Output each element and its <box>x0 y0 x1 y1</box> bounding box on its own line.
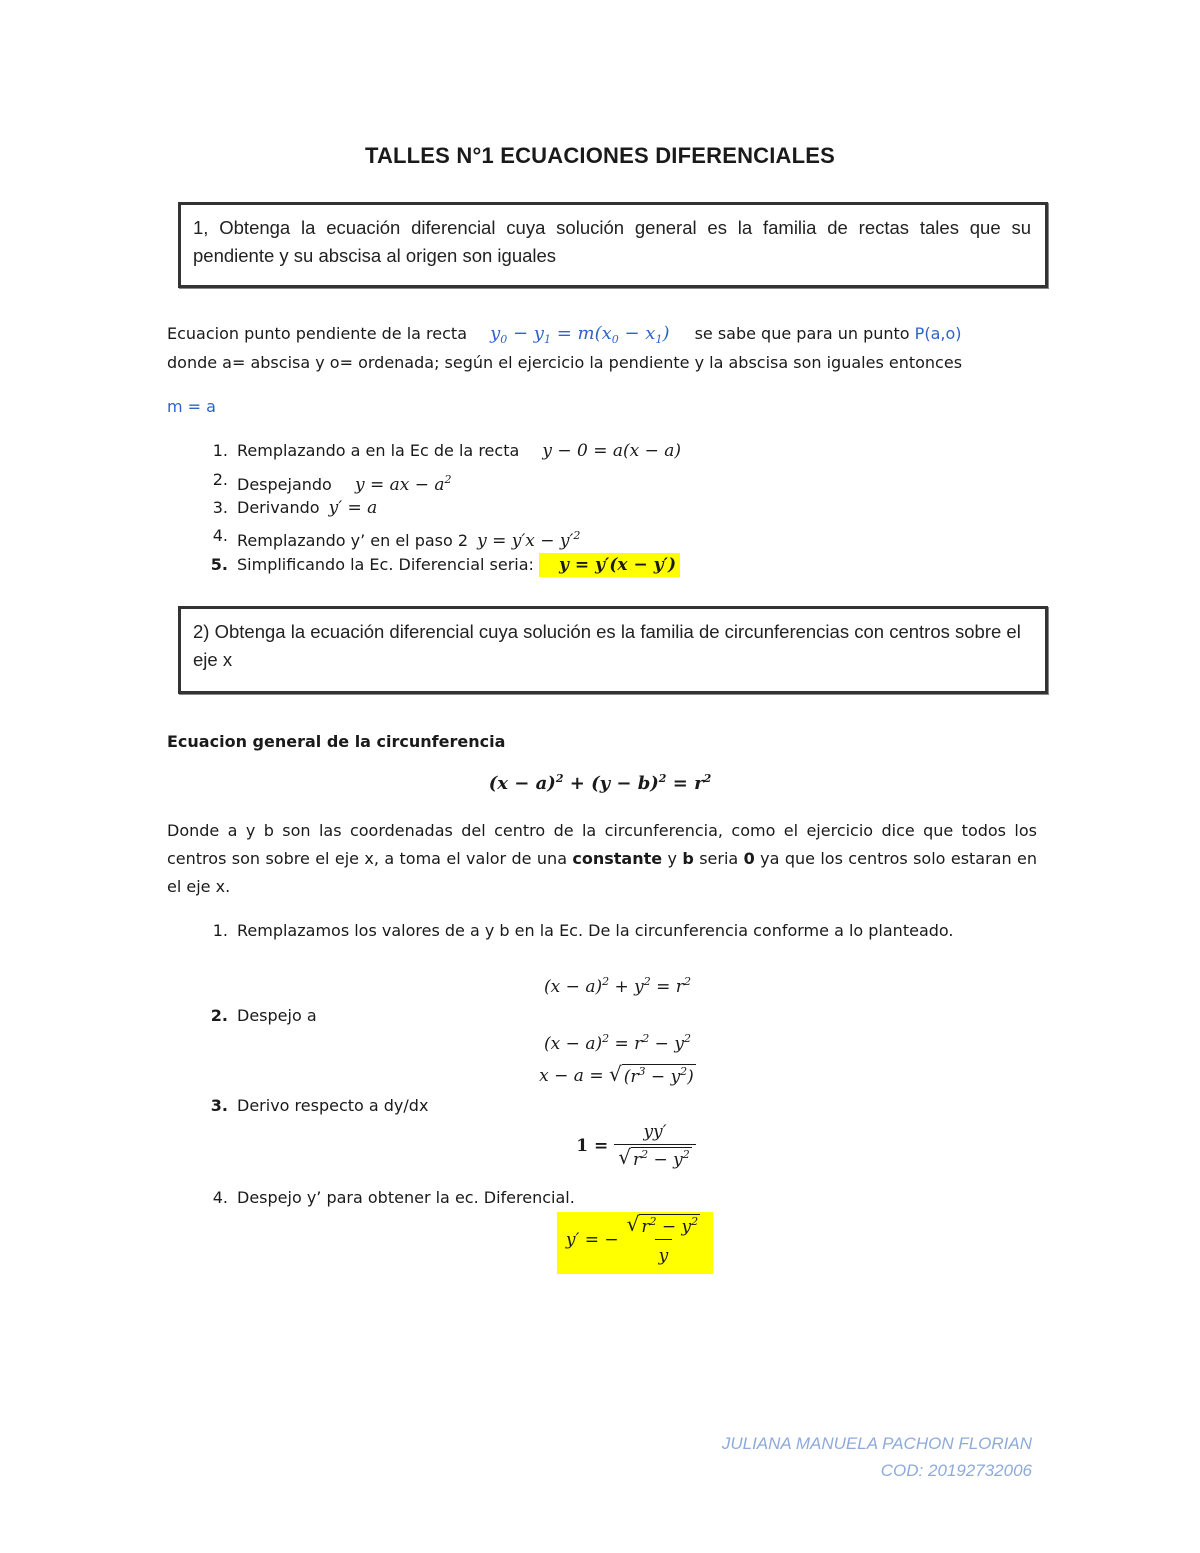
step2-4 <box>200 1184 1080 1212</box>
step-text: Remplazando y’ en el paso 2 <box>237 531 469 550</box>
step-number: 4. <box>212 1188 228 1207</box>
footer-student-code: COD: 20192732006 <box>880 1461 1032 1480</box>
point-label: P(a,o) <box>914 324 962 343</box>
point-slope-equation: $y_0 - y_1 = m(x_0 - x_1)$ <box>490 323 670 346</box>
step-number: 3. <box>212 498 228 517</box>
step1-1 <box>200 437 1080 465</box>
explanation-paragraph: Donde a y b son las coordenadas del centro de la circunferencia, como el ejercicio dice que todos los centros son sobre el eje x, a toma el valor de una constante y b seria 0 ya que los centros solo estaran en el eje x. <box>167 821 1038 896</box>
step-number: 1. <box>212 921 228 940</box>
footer-author-name: JULIANA MANUELA PACHON FLORIAN <box>721 1434 1032 1453</box>
result-equation-highlighted: y = y′(x − y′) <box>539 553 680 577</box>
step-text: Despejo a <box>237 1006 317 1025</box>
circle-heading: Ecuacion general de la circunferencia <box>167 732 506 751</box>
slope-equals-a: m = a <box>167 397 216 416</box>
step-number: 4. <box>212 526 228 545</box>
step2-1 <box>200 917 1080 945</box>
step-text: Simplificando la Ec. Diferencial seria: <box>237 555 534 574</box>
known-point-text: se sabe que para un punto <box>694 324 910 343</box>
equation-isolate-a: $(x - a)^2 = r^2 - y^2$ <box>544 1032 691 1054</box>
question-2-text: 2) Obtenga la ecuación diferencial cuya solución es la familia de circunferencias con centros sobre el eje x <box>193 621 1021 670</box>
step-text: Remplazando a en la Ec de la recta <box>237 441 520 460</box>
step-number: 2. <box>210 1006 228 1025</box>
step-number: 1. <box>212 441 228 460</box>
step2-2 <box>200 1002 1080 1030</box>
equation: y − 0 = a(x − a) <box>542 441 682 461</box>
step-text: Remplazamos los valores de a y b en la Ec. De la circunferencia conforme a lo planteado. <box>237 921 954 940</box>
step-number: 3. <box>210 1096 228 1115</box>
step1-3 <box>200 494 1080 522</box>
equation-substituted: $(x - a)^2 + y^2 = r^2$ <box>544 975 691 997</box>
circle-general-equation: $(x - a)^2 + (y - b)^2 = r^2$ <box>488 772 712 794</box>
equation-sqrt: x − a = √ $(r^3 - y^2)$ <box>539 1062 694 1087</box>
point-slope-text: Ecuacion punto pendiente de la recta <box>167 324 467 343</box>
definition-line: donde a= abscisa y o= ordenada; según el ejercicio la pendiente y la abscisa son iguales entonces <box>167 353 963 372</box>
question-1-text: 1, Obtenga la ecuación diferencial cuya solución general es la familia de rectas tales que su pendiente y su abscisa al origen son iguales <box>193 217 1031 266</box>
equation: y′ = a <box>328 498 378 518</box>
page-title: TALLES N°1 ECUACIONES DIFERENCIALES <box>364 143 836 168</box>
equation: y = ax − $a^2$ <box>354 473 452 495</box>
equation-derivative: 1 = yy′ √ $r^2 - y^2$ <box>0 1122 1200 1170</box>
step2-3 <box>200 1092 1080 1120</box>
question-1-box <box>178 202 1048 288</box>
step-text: Despejando <box>237 475 332 494</box>
step1-5 <box>200 551 1080 579</box>
step-number: 5. <box>210 555 228 574</box>
final-equation: y′ = − √ $r^2 - y^2$ y <box>565 1212 699 1266</box>
step-text: Derivo respecto a dy/dx <box>237 1096 429 1115</box>
step-text: Derivando <box>237 498 320 517</box>
equation: $y = y'x - y'^2$ <box>477 529 581 551</box>
step-number: 2. <box>212 470 228 489</box>
question-2-box <box>178 606 1048 694</box>
step-text: Despejo y’ para obtener la ec. Diferencial. <box>237 1188 575 1207</box>
